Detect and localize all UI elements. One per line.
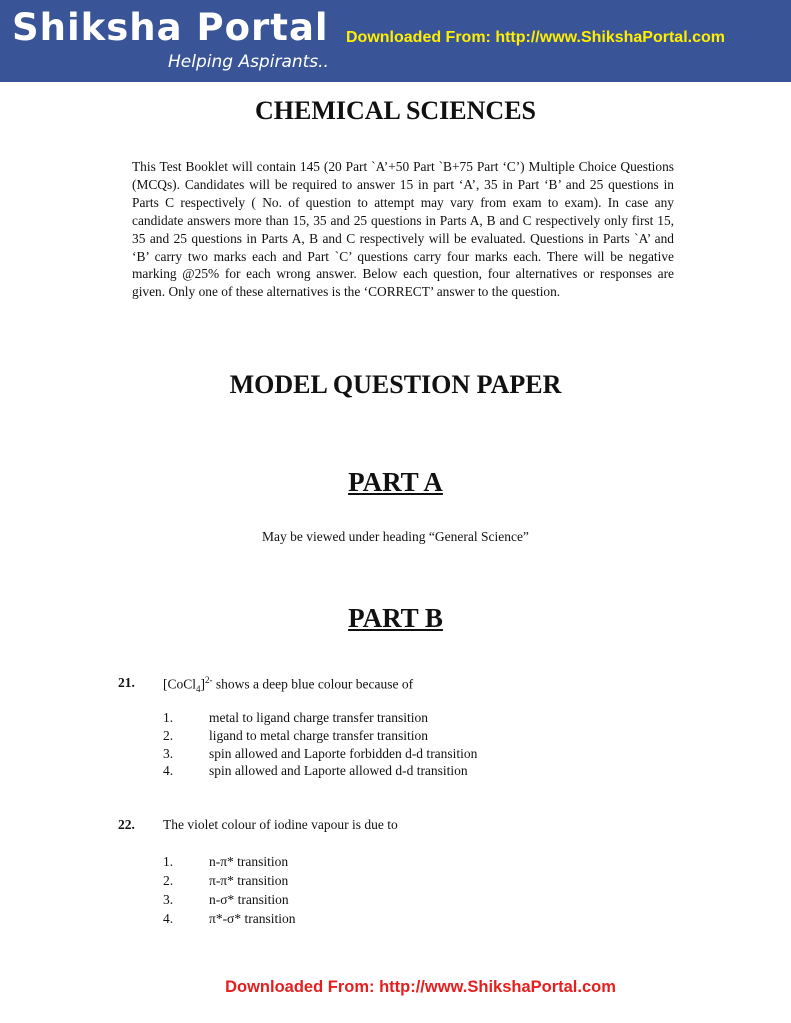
option-text: n-σ* transition bbox=[209, 892, 289, 907]
part-a-note: May be viewed under heading “General Science” bbox=[262, 529, 529, 544]
option-text: π*-σ* transition bbox=[209, 911, 296, 926]
option-number: 3. bbox=[163, 892, 174, 907]
option-text: metal to ligand charge transfer transition bbox=[209, 710, 429, 725]
option-text: n-π* transition bbox=[209, 854, 289, 869]
header-banner bbox=[0, 0, 791, 82]
formula-open: [CoCl bbox=[163, 676, 197, 692]
option-number: 2. bbox=[163, 873, 174, 888]
option-text: π-π* transition bbox=[209, 873, 289, 888]
option-number: 1. bbox=[163, 854, 174, 869]
option-number: 1. bbox=[163, 710, 174, 725]
formula-subscript: 4 bbox=[196, 684, 201, 695]
option-number: 2. bbox=[163, 728, 174, 743]
question-22-option-1 bbox=[163, 854, 288, 870]
intro-paragraph: This Test Booklet will contain 145 (20 Part `A’+50 Part `B+75 Part ‘C’) Multiple Choice Questions (MCQs). Candidates will be required to answer 15 in part ‘A’, 35 in Part ‘B’ and 25 questions in Parts C respectively ( No. of question to attempt may vary from exam to exam). In case any candidate answers more than 15, 35 and 25 questions in Parts A, B and C respectively only first 15, 35 and 25 questions in Parts A, B and C respectively will be evaluated. Questions in Parts `A’ and ‘B’ carry two marks each and Part `C’ questions carry four marks each. There will be negative marking @25% for each wrong answer. Below each question, four alternatives or responses are given. Only one of these alternatives is the ‘CORRECT’ answer to the question. bbox=[132, 159, 674, 300]
question-22-option-3 bbox=[163, 892, 289, 908]
question-22-text: The violet colour of iodine vapour is due to bbox=[163, 817, 398, 832]
header-download-link[interactable]: Downloaded From: http://www.ShikshaPortal.com bbox=[346, 29, 725, 46]
question-22-number: 22. bbox=[118, 817, 135, 832]
question-21-option-1 bbox=[163, 710, 428, 726]
option-number: 4. bbox=[163, 911, 174, 926]
model-paper-heading: MODEL QUESTION PAPER bbox=[229, 370, 562, 399]
option-text: ligand to metal charge transfer transition bbox=[209, 728, 429, 743]
site-logo: Shiksha Portal bbox=[12, 6, 329, 49]
question-22-option-4 bbox=[163, 911, 295, 927]
site-tagline: Helping Aspirants.. bbox=[168, 52, 329, 72]
question-21-number: 21. bbox=[118, 675, 135, 690]
option-number: 4. bbox=[163, 763, 174, 778]
question-21-option-4 bbox=[163, 763, 468, 779]
formula-charge: 2- bbox=[205, 675, 213, 685]
question-21-text bbox=[163, 675, 413, 694]
formula-close: ] bbox=[200, 676, 206, 692]
option-text: spin allowed and Laporte allowed d-d transition bbox=[209, 763, 468, 778]
question-21-option-2 bbox=[163, 728, 428, 744]
question-22-option-2 bbox=[163, 873, 288, 889]
page-title: CHEMICAL SCIENCES bbox=[254, 96, 536, 125]
question-21-stem: shows a deep blue colour because of bbox=[212, 676, 414, 692]
question-21-option-3 bbox=[163, 746, 477, 762]
option-text: spin allowed and Laporte forbidden d-d transition bbox=[209, 746, 478, 761]
option-number: 3. bbox=[163, 746, 174, 761]
part-a-title: PART A bbox=[348, 467, 443, 497]
part-b-title: PART B bbox=[348, 603, 443, 633]
footer-download-link[interactable]: Downloaded From: http://www.ShikshaPortal.com bbox=[225, 978, 616, 996]
